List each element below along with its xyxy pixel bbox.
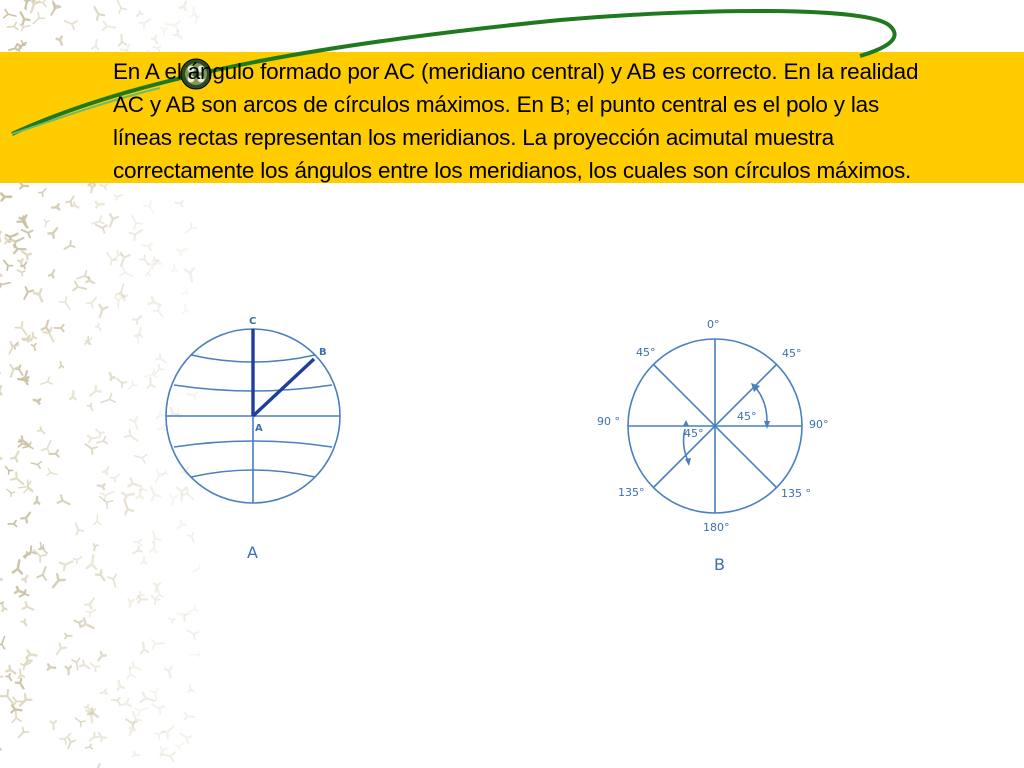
texture-glyph [182,290,188,294]
texture-glyph [48,228,57,237]
texture-glyph [0,268,1,275]
label-135-right: 135 ° [781,487,811,500]
texture-glyph [86,744,93,748]
texture-glyph [87,403,92,410]
label-point-a: A [255,423,263,434]
texture-glyph [186,223,197,233]
texture-glyph [115,297,123,308]
texture-glyph [18,669,24,678]
texture-glyph [16,679,24,689]
texture-glyph [85,444,97,454]
texture-glyph [0,637,5,649]
texture-glyph [0,742,1,749]
texture-glyph [49,450,58,456]
texture-glyph [42,441,51,454]
label-point-b: B [319,347,327,358]
texture-glyph [110,214,118,226]
texture-glyph [87,555,96,568]
texture-glyph [125,502,133,514]
caption-line-2: AC y AB son arcos de círculos máximos. En B; el punto central es el polo y las [113,92,880,117]
texture-glyph [50,721,56,729]
texture-glyph [59,297,69,310]
texture-glyph [22,576,27,582]
texture-glyph [152,640,165,649]
texture-glyph [93,544,97,550]
texture-glyph [137,490,143,499]
texture-glyph [111,474,119,482]
texture-glyph [2,604,6,611]
texture-glyph [74,621,82,626]
texture-glyph [134,540,142,545]
texture-glyph [96,570,104,580]
texture-glyph [76,523,84,534]
texture-glyph [34,550,46,562]
texture-glyph [99,305,107,317]
texture-glyph [52,204,59,209]
arrowhead [685,458,691,466]
texture-glyph [74,557,82,563]
texture-glyph [87,297,97,307]
texture-glyph [128,478,140,486]
texture-glyph [73,282,86,291]
figure-a-caption: A [247,543,258,562]
texture-glyph [19,727,28,737]
texture-glyph [187,630,198,639]
texture-glyph [130,230,142,240]
texture-glyph [90,663,99,672]
segment-ab [253,359,314,416]
texture-glyph [119,699,131,707]
texture-glyph [88,436,98,443]
texture-glyph [60,562,72,571]
texture-glyph [112,698,120,704]
texture-glyph [22,230,33,237]
caption-line-3: líneas rectas representan los meridianos. La proyección acimutal muestra [113,125,834,150]
texture-glyph [41,377,52,384]
texture-glyph [144,201,154,214]
label-90-right: 90° [809,418,829,431]
texture-glyph [146,269,151,276]
arrowhead [764,421,770,429]
texture-glyph [98,484,105,489]
texture-glyph [0,386,1,394]
label-135-left: 135° [618,486,645,499]
texture-glyph [96,430,104,437]
label-45-top-left: 45° [636,346,656,359]
label-point-c: C [249,316,257,327]
texture-glyph [129,381,137,389]
texture-glyph [11,472,24,484]
texture-glyph [65,634,72,639]
texture-glyph [58,495,70,504]
texture-glyph [108,574,116,587]
texture-glyph [72,203,78,208]
texture-glyph [118,681,124,690]
texture-glyph [110,373,115,380]
texture-glyph [130,662,140,670]
texture-glyph [18,270,25,276]
texture-glyph [0,281,10,290]
texture-glyph [132,215,142,229]
texture-glyph [141,693,155,702]
angle-arc-upper [755,387,767,421]
texture-glyph [38,427,45,433]
texture-glyph [32,344,36,351]
texture-glyph [4,260,13,270]
figure-b-diagram [585,305,845,590]
texture-glyph [24,287,33,299]
texture-glyph [11,452,18,462]
texture-glyph [75,718,85,727]
texture-glyph [165,667,171,677]
texture-glyph [42,320,49,331]
texture-glyph [130,417,138,429]
texture-glyph [27,651,37,658]
texture-glyph [162,752,175,761]
texture-glyph [8,521,16,527]
texture-glyph [120,267,132,276]
texture-glyph [189,606,197,612]
texture-glyph [7,489,14,496]
label-180-deg: 180° [703,521,730,534]
texture-glyph [6,666,15,673]
texture-glyph [34,399,40,403]
texture-glyph [44,220,49,227]
caption-line-4: correctamente los ángulos entre los meridianos, los cuales son círculos máximos. [113,158,912,183]
texture-glyph [34,497,39,504]
texture-glyph [72,658,80,670]
texture-glyph [133,752,139,756]
texture-glyph [152,257,158,261]
texture-glyph [31,462,41,469]
texture-glyph [101,690,107,694]
texture-glyph [190,650,200,659]
texture-glyph [96,202,104,208]
texture-glyph [23,602,34,610]
texture-glyph [59,362,63,368]
label-90-left: 90 ° [597,415,620,428]
arrowhead [683,420,689,426]
texture-glyph [185,268,194,281]
texture-glyph [68,738,75,749]
texture-glyph [80,661,90,669]
texture-glyph [91,764,100,768]
texture-glyph [100,497,113,509]
texture-glyph [21,513,30,523]
texture-glyph [122,493,133,500]
texture-glyph [155,731,165,739]
texture-glyph [90,386,101,396]
texture-glyph [152,595,160,604]
texture-glyph [188,684,193,692]
texture-glyph [0,579,2,587]
texture-glyph [77,271,89,279]
texture-glyph [180,734,192,743]
texture-glyph [176,201,183,206]
texture-glyph [31,332,35,339]
texture-glyph [135,708,148,716]
texture-glyph [55,325,64,331]
texture-glyph [0,232,1,241]
texture-glyph [96,225,107,233]
caption-line-1: En A el ángulo formado por AC (meridiano central) y AB es correcto. En la realidad [113,59,919,84]
texture-glyph [0,675,3,679]
texture-glyph [15,587,24,593]
texture-glyph [125,430,137,441]
label-45-inner-upper: 45° [737,410,757,423]
texture-glyph [48,664,56,669]
texture-glyph [135,455,147,463]
texture-glyph [13,560,22,573]
texture-glyph [57,643,67,654]
texture-glyph [101,394,115,403]
texture-glyph [133,546,142,553]
texture-glyph [128,599,133,606]
texture-glyph [150,688,158,700]
texture-glyph [10,365,18,377]
texture-glyph [53,574,65,587]
texture-glyph [22,251,31,259]
texture-glyph [121,253,130,267]
texture-glyph [130,728,135,736]
texture-glyph [140,255,148,264]
texture-glyph [85,598,94,608]
texture-glyph [5,467,12,475]
texture-glyph [92,216,104,224]
texture-glyph [49,270,54,277]
label-45-inner-lower: 45° [684,427,704,440]
texture-glyph [98,652,106,660]
texture-glyph [10,238,23,247]
texture-glyph [86,610,96,617]
texture-glyph [37,567,46,580]
texture-glyph [21,619,26,625]
texture-glyph [141,643,148,653]
label-45-top-right: 45° [782,347,802,360]
texture-glyph [152,704,164,713]
texture-glyph [94,515,101,524]
texture-glyph [177,249,187,256]
texture-glyph [1,690,13,703]
texture-glyph [64,241,74,249]
texture-glyph [15,322,26,335]
label-0-deg: 0° [707,318,720,331]
texture-glyph [184,713,194,720]
texture-glyph [100,492,113,502]
texture-glyph [95,324,100,330]
texture-glyph [90,733,99,741]
texture-glyph [34,289,42,301]
texture-glyph [142,243,152,250]
texture-glyph [142,557,147,563]
texture-glyph [0,452,1,459]
texture-glyph [103,468,108,474]
texture-glyph [6,674,11,680]
texture-glyph [47,469,57,476]
texture-glyph [20,694,31,705]
texture-glyph [133,316,141,323]
figure-b-caption: B [714,555,725,574]
texture-glyph [66,666,72,674]
texture-glyph [117,379,126,387]
figure-a-diagram [150,305,370,575]
texture-glyph [172,264,177,272]
texture-glyph [176,743,183,749]
texture-glyph [169,618,175,623]
texture-glyph [70,391,76,399]
caption-text [113,55,1013,187]
